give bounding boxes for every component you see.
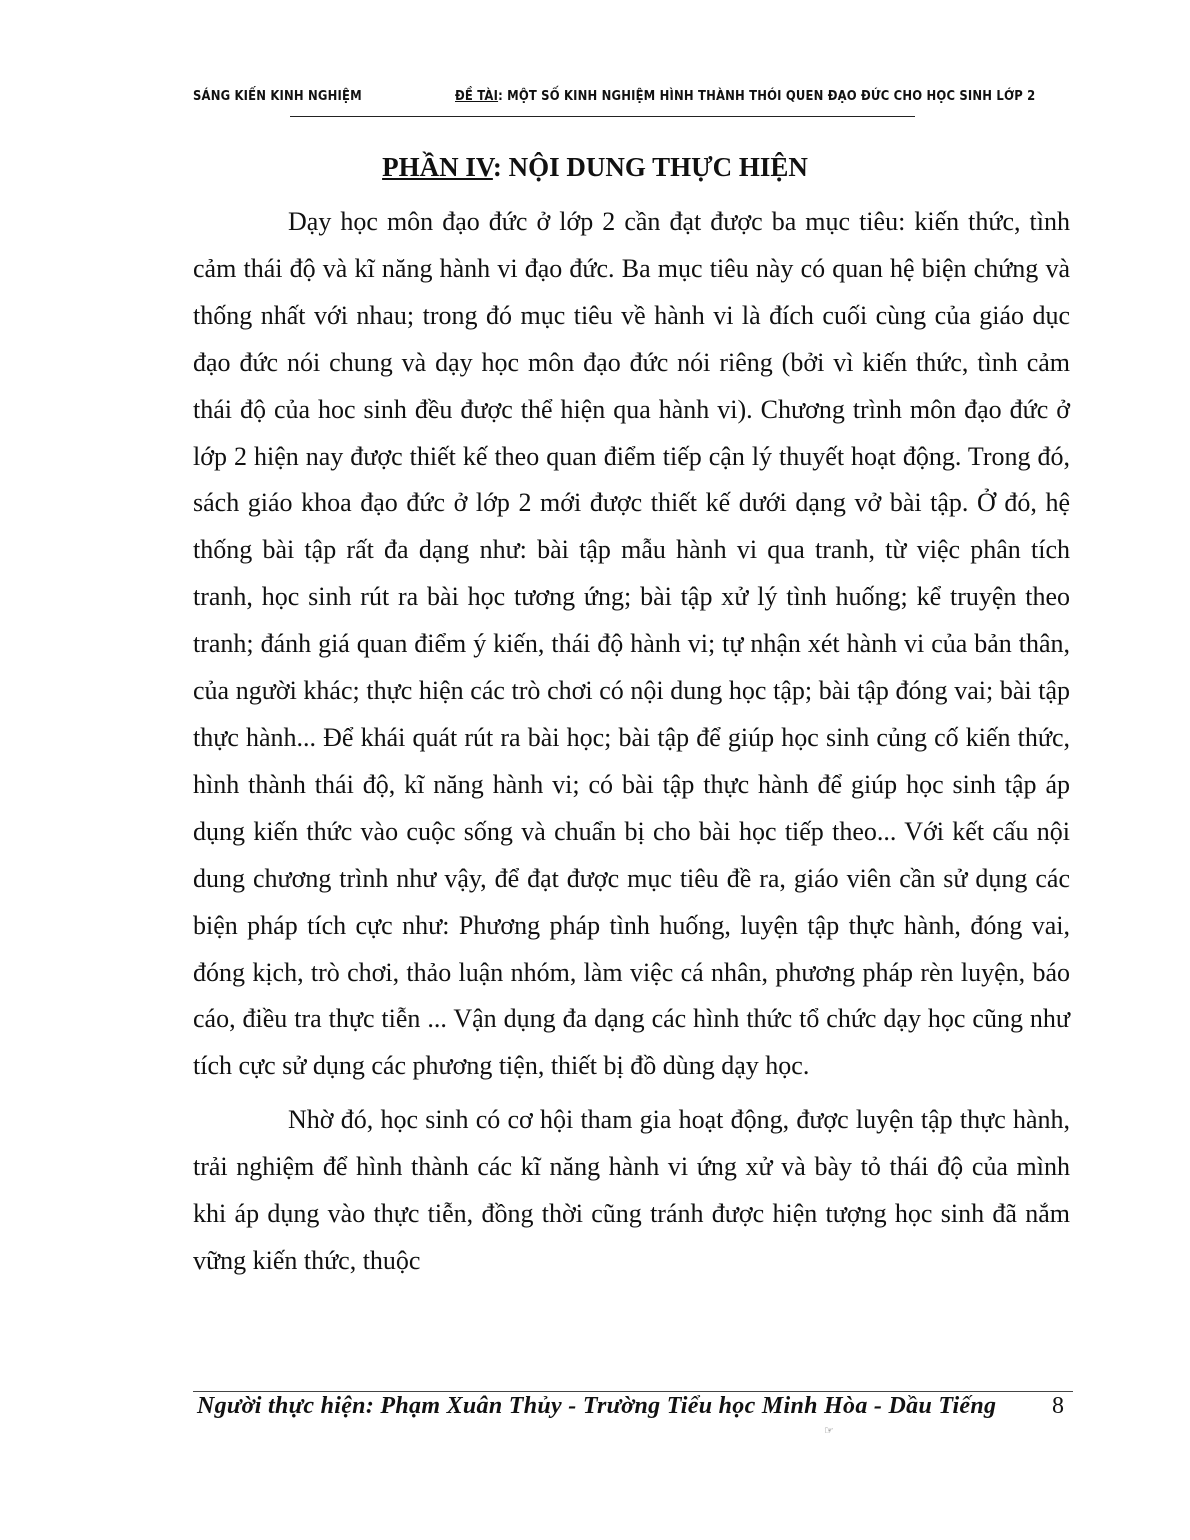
pointing-hand-icon: ☞	[824, 1425, 834, 1437]
header-divider	[290, 116, 915, 117]
paragraph: Nhờ đó, học sinh có cơ hội tham gia hoạt động, được luyện tập thực hành, trải nghiệm để hình thành các kĩ năng hành vi ứng xử và bày tỏ thái độ của mình khi áp dụng vào thực tiễn, đồng thời cũng tránh được hiện tượng học sinh đã nắm vững kiến thức, thuộc	[193, 1105, 1070, 1275]
section-heading-text: : NỘI DUNG THỰC HIỆN	[492, 152, 808, 182]
page-header	[193, 88, 1073, 122]
footer-author: Người thực hiện: Phạm Xuân Thủy - Trường Tiểu học Minh Hòa - Dầu Tiếng	[197, 1393, 997, 1419]
footer-divider	[193, 1391, 1073, 1392]
section-heading	[0, 152, 1190, 183]
header-topic-label: ĐỀ TÀI	[455, 88, 499, 104]
section-heading-label: PHẦN IV	[382, 152, 493, 182]
body-text	[193, 199, 1070, 1285]
header-left-title: SÁNG KIẾN KINH NGHIỆM	[193, 88, 362, 104]
header-topic	[455, 88, 1035, 104]
paragraph: Dạy học môn đạo đức ở lớp 2 cần đạt được ba mục tiêu: kiến thức, tình cảm thái độ và kĩ năng hành vi đạo đức. Ba mục tiêu này có quan hệ biện chứng và thống nhất với nhau; trong đó mục tiêu về hành vi là đích cuối cùng của giáo dục đạo đức nói chung và dạy học môn đạo đức nói riêng (bởi vì kiến thức, tình cảm thái độ của hoc sinh đều được thể hiện qua hành vi). Chương trình môn đạo đức ở lớp 2 hiện nay được thiết kế theo quan điểm tiếp cận lý thuyết hoạt động. Trong đó, sách giáo khoa đạo đức ở lớp 2 mới được thiết kế dưới dạng vở bài tập. Ở đó, hệ thống bài tập rất đa dạng như: bài tập mẫu hành vi qua tranh, từ việc phân tích tranh, học sinh rút ra bài học tương ứng; bài tập xử lý tình huống; kể truyện theo tranh; đánh giá quan điểm ý kiến, thái độ hành vi; tự nhận xét hành vi của bản thân, của người khác; thực hiện các trò chơi có nội dung học tập; bài tập đóng vai; bài tập thực hành... Để khái quát rút ra bài học; bài tập để giúp học sinh củng cố kiến thức, hình thành thái độ, kĩ năng hành vi; có bài tập thực hành để giúp học sinh tập áp dụng kiến thức vào cuộc sống và chuẩn bị cho bài học tiếp theo... Với kết cấu nội dung chương trình như vậy, để đạt được mục tiêu đề ra, giáo viên cần sử dụng các biện pháp tích cực như: Phương pháp tình huống, luyện tập thực hành, đóng vai, đóng kịch, trò chơi, thảo luận nhóm, làm việc cá nhân, phương pháp rèn luyện, báo cáo, điều tra thực tiễn ... Vận dụng đa dạng các hình thức tổ chức dạy học cũng như tích cực sử dụng các phương tiện, thiết bị đồ dùng dạy học.	[193, 207, 1070, 1081]
header-topic-text: : MỘT SỐ KINH NGHIỆM HÌNH THÀNH THÓI QUEN ĐẠO ĐỨC CHO HỌC SINH LỚP 2	[498, 88, 1036, 104]
page-number: 8	[1052, 1393, 1064, 1419]
